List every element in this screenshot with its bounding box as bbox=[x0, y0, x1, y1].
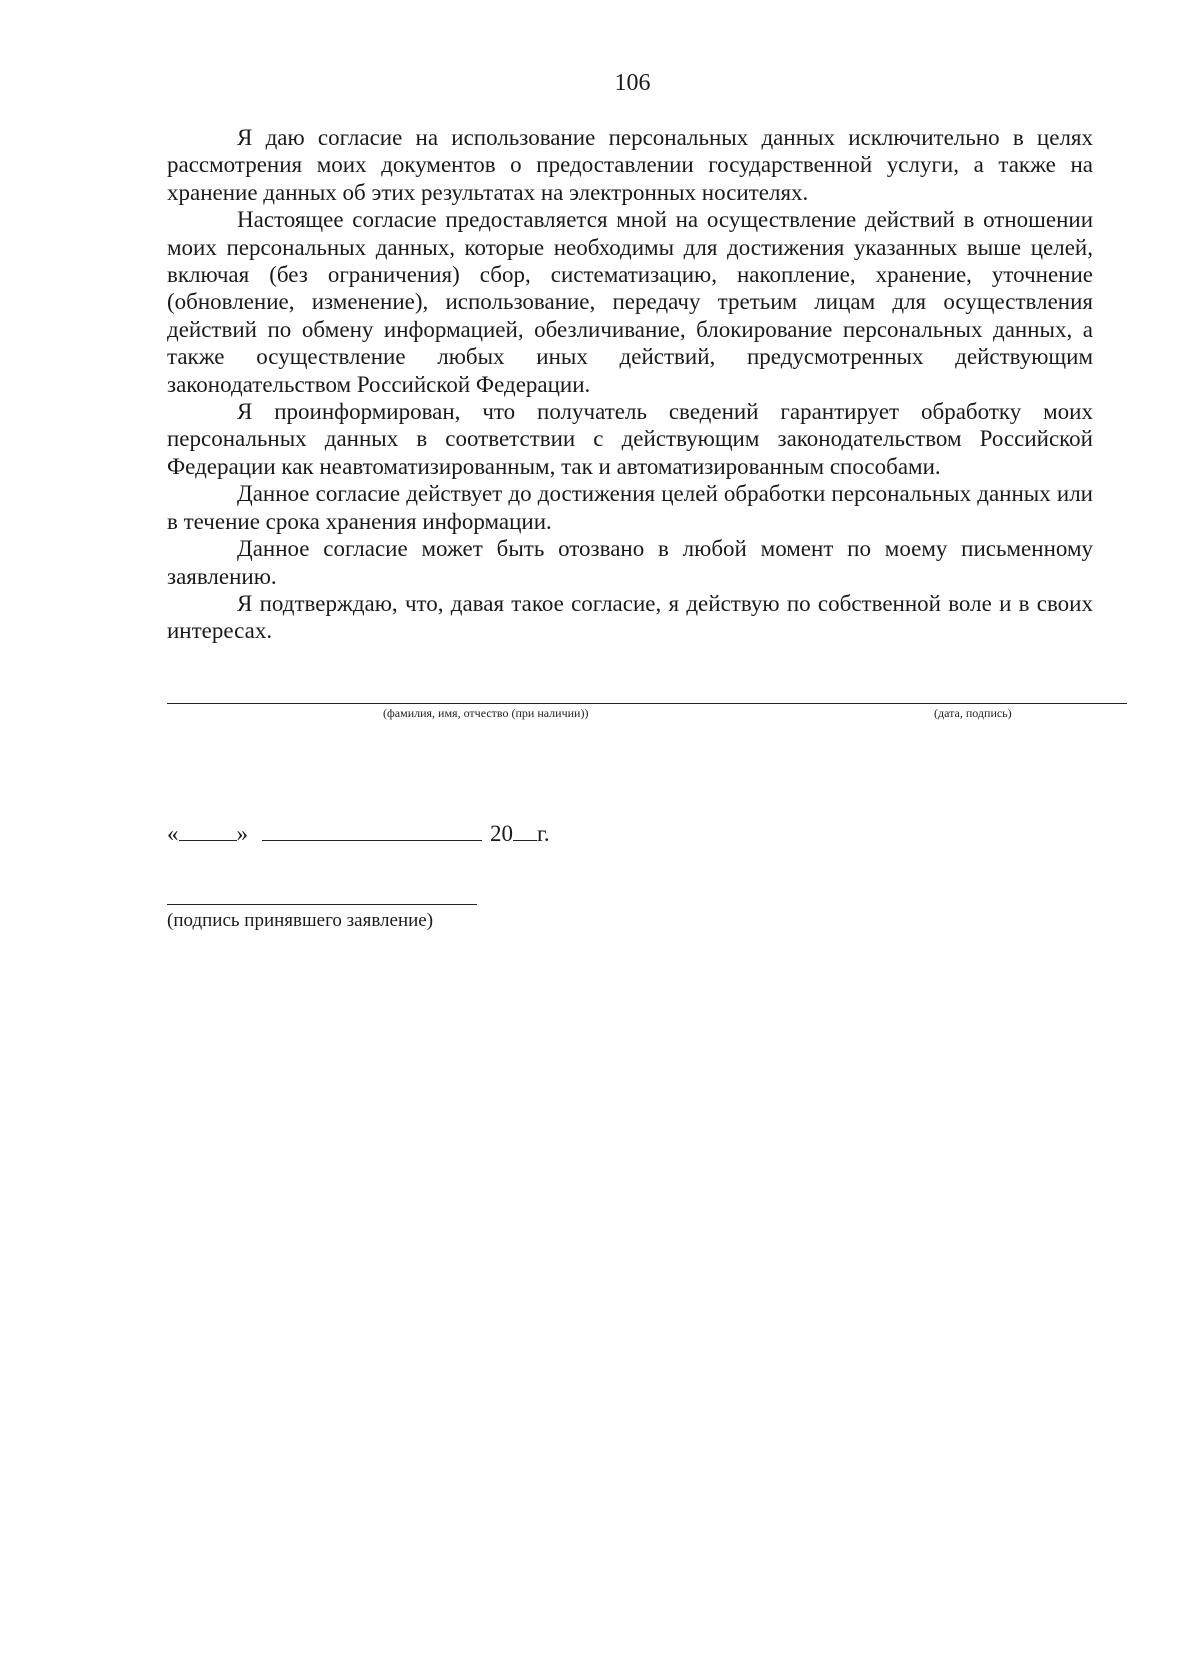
paragraph-informed: Я проинформирован, что получатель сведений гарантирует обработку моих персональных данных в соответствии с действующим законодательством Российской Федерации как неавтоматизированным, так и автоматизированным способами. bbox=[167, 399, 1093, 479]
paragraph-confirmation: Я подтверждаю, что, давая такое согласие, я действую по собственной воле и в своих интересах. bbox=[167, 590, 1093, 644]
fio-caption: (фамилия, имя, отчество (при наличии)) bbox=[383, 706, 589, 720]
paragraph-revocation: Данное согласие может быть отозвано в любой момент по моему письменному заявлению. bbox=[167, 536, 1093, 589]
year-prefix: 20 bbox=[490, 821, 513, 846]
paragraph-consent-actions: Настоящее согласие предоставляется мной на осуществление действий в отношении моих персональных данных, которые необходимы для достижения указанных выше целей, включая (без ограничения) сбор, систематизацию, накопление, хранение, уточнение (обновление, изменение), использование, передачу третьим лицам для осуществления действий по обмену информацией, обезличивание, блокирование персональных данных, а также осуществление любых иных действий, предусмотренных действующим законодательством Российской Федерации. bbox=[167, 207, 1093, 397]
signature-line bbox=[167, 703, 1127, 704]
date-signature-caption: (дата, подпись) bbox=[934, 706, 1012, 720]
paragraph-validity: Данное согласие действует до достижения целей обработки персональных данных или в течение срока хранения информации. bbox=[167, 481, 1093, 534]
receiver-signature-line bbox=[167, 904, 477, 905]
date-row bbox=[167, 818, 550, 849]
day-blank bbox=[179, 818, 237, 841]
open-quote: « bbox=[167, 821, 179, 846]
consent-text bbox=[167, 124, 1093, 645]
month-blank bbox=[262, 818, 482, 841]
year-blank bbox=[513, 818, 537, 841]
paragraph-consent-purpose: Я даю согласие на использование персональных данных исключительно в целях рассмотрения моих документов о предоставлении государственной услуги, а также на хранение данных об этих результатах на электронных носителях. bbox=[167, 125, 1093, 205]
receiver-caption: (подпись принявшего заявление) bbox=[167, 910, 434, 931]
year-suffix: г. bbox=[537, 821, 550, 846]
close-quote: » bbox=[236, 821, 248, 846]
page-number: 106 bbox=[614, 70, 651, 96]
